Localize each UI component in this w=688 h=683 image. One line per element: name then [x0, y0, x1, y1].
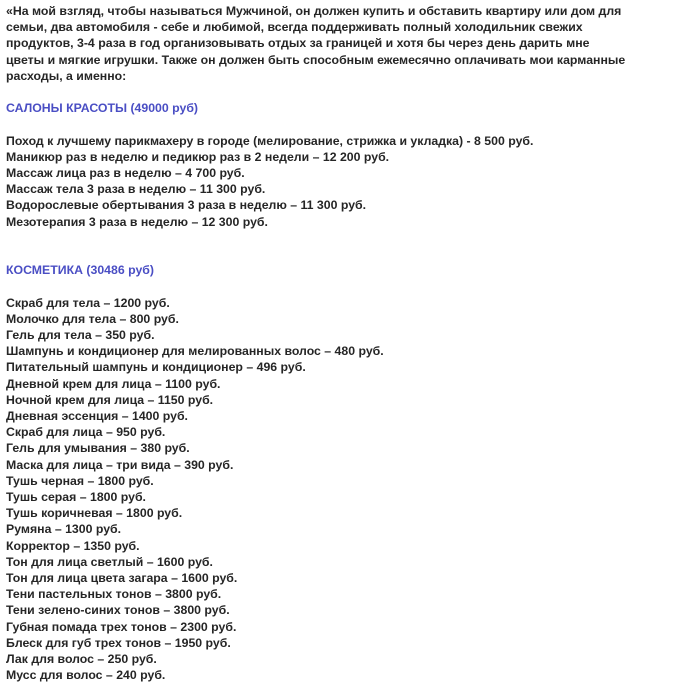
list-item: Поход к лучшему парикмахеру в городе (мелирование, стрижка и укладка) - 8 500 руб. — [6, 133, 534, 148]
section-heading-beauty-salons: САЛОНЫ КРАСОТЫ (49000 руб) — [6, 101, 199, 116]
list-item: Дневной крем для лица – 1100 руб. — [6, 376, 221, 391]
list-item: Мусс для волос – 240 руб. — [6, 668, 166, 683]
spacer — [6, 84, 682, 100]
list-item: Тон для лица светлый – 1600 руб. — [6, 554, 213, 569]
spacer — [6, 278, 682, 294]
list-item: Дневная эссенция – 1400 руб. — [6, 409, 188, 423]
list-item: Гель для умывания – 380 руб. — [6, 441, 190, 456]
cosmetics-list — [6, 295, 682, 683]
list-item: Массаж тела 3 раза в неделю – 11 300 руб. — [6, 182, 266, 197]
list-item: Тон для лица цвета загара – 1600 руб. — [6, 571, 238, 586]
intro-paragraph — [6, 3, 682, 84]
list-item: Водорослевые обертывания 3 раза в неделю – 11 300 руб. — [6, 198, 367, 213]
list-item: Скраб для тела – 1200 руб. — [6, 295, 170, 310]
list-item: Маска для лица – три вида – 390 руб. — [6, 457, 234, 472]
list-item: Шампунь и кондиционер для мелированных волос – 480 руб. — [6, 344, 384, 359]
intro-line: продуктов, 3-4 раза в год организовывать отдых за границей и хотя бы через день дарить мне — [6, 36, 590, 51]
intro-line: цветы и мягкие игрушки. Также он должен быть способным ежемесячно оплачивать мои карманные — [6, 52, 626, 67]
list-item: Тушь черная – 1800 руб. — [6, 473, 154, 488]
list-item: Губная помада трех тонов – 2300 руб. — [6, 619, 237, 634]
section-heading-cosmetics: КОСМЕТИКА (30486 руб) — [6, 263, 154, 278]
list-item: Молочко для тела – 800 руб. — [6, 311, 179, 326]
list-item: Питательный шампунь и кондиционер – 496 руб. — [6, 360, 306, 375]
beauty-salons-list — [6, 133, 682, 230]
list-item: Тени пастельных тонов – 3800 руб. — [6, 587, 222, 602]
spacer — [6, 246, 682, 262]
list-item: Блеск для губ трех тонов – 1950 руб. — [6, 635, 231, 650]
spacer — [6, 230, 682, 246]
list-item: Корректор – 1350 руб. — [6, 538, 140, 553]
intro-line: «На мой взгляд, чтобы называться Мужчиной, он должен купить и обставить квартиру или дом для — [6, 4, 622, 18]
intro-line: расходы, а именно: — [6, 68, 127, 83]
list-item: Тушь коричневая – 1800 руб. — [6, 506, 183, 521]
list-item: Гель для тела – 350 руб. — [6, 327, 155, 342]
list-item: Лак для волос – 250 руб. — [6, 652, 157, 667]
list-item: Мезотерапия 3 раза в неделю – 12 300 руб. — [6, 214, 268, 229]
section-cosmetics — [6, 262, 682, 683]
list-item: Массаж лица раз в неделю – 4 700 руб. — [6, 166, 245, 180]
list-item: Маникюр раз в неделю и педикюр раз в 2 недели – 12 200 руб. — [6, 149, 390, 164]
spacer — [6, 116, 682, 132]
list-item: Тушь серая – 1800 руб. — [6, 490, 146, 505]
intro-line: семьи, два автомобиля - себе и любимой, всегда поддерживать полный холодильник свежих — [6, 20, 583, 35]
list-item: Румяна – 1300 руб. — [6, 522, 122, 537]
list-item: Тени зелено-синих тонов – 3800 руб. — [6, 603, 230, 618]
article-body — [6, 3, 682, 683]
list-item: Скраб для лица – 950 руб. — [6, 425, 166, 440]
list-item: Ночной крем для лица – 1150 руб. — [6, 392, 214, 407]
section-beauty-salons — [6, 100, 682, 230]
